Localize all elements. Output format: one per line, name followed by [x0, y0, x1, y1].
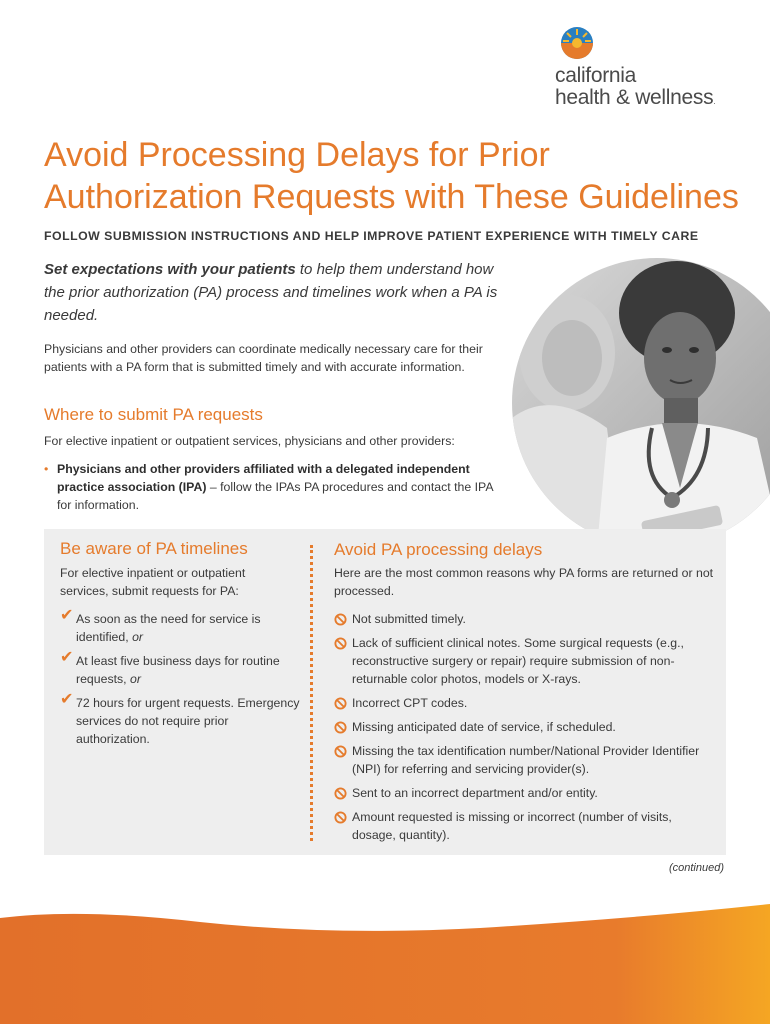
list-item: Amount requested is missing or incorrect (number of visits, dosage, quantity).	[334, 808, 714, 844]
no-symbol-icon	[334, 721, 347, 734]
list-item: Sent to an incorrect department and/or entity.	[334, 784, 714, 802]
delays-intro: Here are the most common reasons why PA forms are returned or not processed.	[334, 566, 714, 598]
intro-paragraph: Physicians and other providers can coordinate medically necessary care for their patients with a PA form that is submitted timely and with accurate information.	[44, 342, 483, 374]
brand-logo	[555, 26, 730, 116]
where-bullet-item: • Physicians and other providers affiliated with a delegated independent practice association (IPA) – follow the IPAs PA procedures and contact the IPA for information.	[44, 462, 493, 512]
no-symbol-icon	[334, 787, 347, 800]
no-symbol-icon	[334, 637, 347, 650]
page-subtitle: FOLLOW SUBMISSION INSTRUCTIONS AND HELP IMPROVE PATIENT EXPERIENCE WITH TIMELY CARE	[44, 229, 699, 243]
list-item: ✔ 72 hours for urgent requests. Emergency services do not require prior authorization.	[60, 691, 300, 746]
sun-logo-icon	[560, 26, 594, 60]
where-section-title: Where to submit PA requests	[44, 405, 263, 424]
checkmark-icon: ✔	[60, 691, 74, 708]
page-title: Avoid Processing Delays for Prior Authorization Requests with These Guidelines	[44, 136, 739, 216]
dotted-divider	[310, 545, 313, 841]
list-item: ✔ At least five business days for routine requests, or	[60, 649, 280, 686]
bullet-icon: •	[44, 462, 49, 476]
no-symbol-icon	[334, 745, 347, 758]
footer-wave	[0, 890, 770, 1024]
checkmark-icon: ✔	[60, 607, 74, 624]
brand-name-line1: california	[555, 64, 637, 87]
list-item: Not submitted timely.	[334, 610, 714, 628]
timelines-intro: For elective inpatient or outpatient services, submit requests for PA:	[60, 566, 246, 598]
checkmark-icon: ✔	[60, 649, 74, 666]
intro-statement: Set expectations with your patients to help them understand how the prior authorization (PA) process and timelines work when a PA is needed.	[44, 261, 498, 324]
delays-section-title: Avoid PA processing delays	[334, 540, 543, 559]
doctor-patient-photo	[512, 258, 770, 548]
list-item: Missing anticipated date of service, if scheduled.	[334, 718, 714, 736]
no-symbol-icon	[334, 811, 347, 824]
timelines-list	[60, 607, 305, 754]
list-item: Missing the tax identification number/National Provider Identifier (NPI) for referring and servicing provider(s).	[334, 742, 714, 778]
no-symbol-icon	[334, 613, 347, 626]
delays-list	[334, 610, 714, 850]
where-section-text: For elective inpatient or outpatient services, physicians and other providers:	[44, 434, 455, 448]
no-symbol-icon	[334, 697, 347, 710]
list-item: Lack of sufficient clinical notes. Some surgical requests (e.g., reconstructive surgery or repair) require submission of non-returnable color photos, models or X-rays.	[334, 634, 714, 688]
continued-note: (continued)	[668, 862, 724, 874]
list-item: ✔ As soon as the need for service is identified, or	[60, 607, 261, 644]
timelines-section-title: Be aware of PA timelines	[60, 539, 248, 558]
list-item: Incorrect CPT codes.	[334, 694, 714, 712]
brand-name-line2: health & wellness.	[555, 86, 716, 109]
